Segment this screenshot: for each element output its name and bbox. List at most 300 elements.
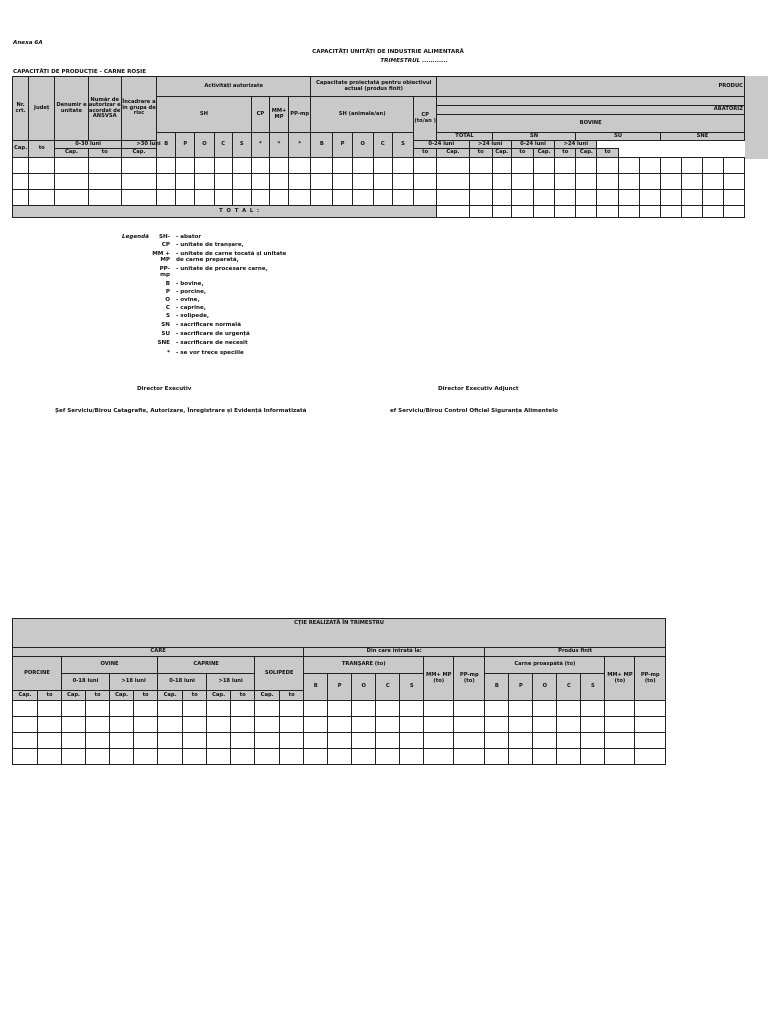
table-cell[interactable] [62,733,86,749]
legend-key: MM + MP [152,251,170,263]
table-cell[interactable] [269,158,288,174]
legend-key: B [165,281,170,287]
table-cell[interactable] [195,174,214,190]
table-cell[interactable] [605,701,635,717]
ovine-header: OVINE [62,657,158,674]
table-cell[interactable] [555,190,576,206]
productie-gap [437,97,745,106]
legend-key: PP-mp [159,266,170,278]
sp-b: B [157,133,176,158]
table-cell[interactable] [157,190,176,206]
table-cell[interactable] [13,733,38,749]
h-cap: Cap. [121,149,156,158]
table-cell[interactable] [183,717,207,733]
table-cell[interactable] [289,158,311,174]
table-cell[interactable] [639,158,660,174]
caprine-18: >18 luni [207,674,255,691]
table-cell[interactable] [605,717,635,733]
table-cell[interactable] [121,174,156,190]
table-cell[interactable] [183,733,207,749]
cp-o: O [533,674,557,701]
table-cell[interactable] [376,701,400,717]
sh-sp-s: S [392,133,413,158]
table-cell[interactable] [311,190,333,206]
table-cell[interactable] [158,749,183,765]
table-cell[interactable] [533,717,557,733]
table-cell[interactable] [304,701,328,717]
table-cell[interactable] [469,158,492,174]
table-cell[interactable] [269,190,288,206]
col-incadrare-risc: Încadrare a în grupa de risc [121,77,156,141]
table-cell[interactable] [492,190,511,206]
table-cell[interactable] [682,174,703,190]
table-cell[interactable] [576,190,597,206]
table-cell[interactable] [437,158,469,174]
sp-s: S [232,133,251,158]
h2-to: to [231,691,255,701]
sh-sp-b: B [311,133,333,158]
table-cell[interactable] [176,158,195,174]
porcine-header: PORCINE [13,657,62,691]
table-cell[interactable] [424,717,454,733]
table-cell[interactable] [555,174,576,190]
sne-header: SNE [660,133,744,141]
pp-mp-header: PP-mp [289,97,311,133]
table-cell[interactable] [38,749,62,765]
table-cell[interactable] [110,701,134,717]
total-to: to [29,141,55,158]
star-3: * [289,133,311,158]
table-cell[interactable] [13,158,29,174]
table-cell[interactable] [534,158,555,174]
table-cell[interactable] [557,749,581,765]
table-cell[interactable] [110,733,134,749]
h-to: to [414,149,437,158]
table-cell[interactable] [376,749,400,765]
table-row [13,749,666,765]
table-cell[interactable] [13,190,29,206]
table-cell[interactable] [232,174,251,190]
table-cell[interactable] [485,749,509,765]
table-cell[interactable] [352,174,373,190]
cp-header: CP [251,97,269,133]
legend-key: SU [161,331,170,337]
table-cell[interactable] [682,190,703,206]
table-cell[interactable] [333,174,352,190]
pp-mp-to-2: PP-mp (to) [635,657,666,701]
table-cell[interactable] [157,174,176,190]
table-cell[interactable] [195,158,214,174]
table-cell[interactable] [121,158,156,174]
table-cell[interactable] [38,717,62,733]
total-row-label: T O T A L : [13,206,437,218]
table-cell[interactable] [703,174,724,190]
table-cell[interactable] [414,158,437,174]
legend-value: - sacrificare normală [176,322,241,328]
table-cell[interactable] [304,717,328,733]
cp-s: S [581,674,605,701]
table-cell[interactable] [454,733,485,749]
table-cell[interactable] [289,174,311,190]
legend-value: - unitate de procesare carne, [176,266,268,272]
director-executiv: Director Executiv [137,386,192,392]
table-cell[interactable] [639,190,660,206]
table-cell[interactable] [86,717,110,733]
table-cell[interactable] [328,733,352,749]
table-cell[interactable] [534,190,555,206]
h-to: to [597,149,618,158]
table-cell[interactable] [328,749,352,765]
table-cell[interactable] [581,701,605,717]
table-cell[interactable] [13,701,38,717]
table-cell[interactable] [724,174,745,190]
table-cell[interactable] [134,749,158,765]
table-cell[interactable] [214,174,232,190]
table-cell[interactable] [311,174,333,190]
table-cell[interactable] [183,749,207,765]
h2-cap: Cap. [207,691,231,701]
legend-value: - caprine, [176,305,206,311]
legend-value: - unitate de tranșare, [176,242,244,248]
legend-title: Legendă [122,234,149,240]
table-cell[interactable] [255,701,280,717]
su-0-24: 0-24 luni [414,141,469,149]
table-cell[interactable] [269,174,288,190]
table-cell[interactable] [618,190,639,206]
table-row [13,174,745,190]
cp-to-header: CP (to/an ) [414,97,437,141]
table-cell[interactable] [485,733,509,749]
table-cell[interactable] [328,717,352,733]
table-cell[interactable] [660,158,681,174]
table-cell[interactable] [533,733,557,749]
table-cell[interactable] [280,701,304,717]
table-cell[interactable] [400,749,424,765]
table-cell[interactable] [232,158,251,174]
table-cell[interactable] [534,174,555,190]
table-cell[interactable] [373,190,392,206]
table-cell[interactable] [251,190,269,206]
din-care-intrata: Din care intrată la: [304,648,485,657]
table-cell[interactable] [576,174,597,190]
table-cell[interactable] [703,158,724,174]
table-cell[interactable] [605,733,635,749]
table-cell[interactable] [373,158,392,174]
table-cell[interactable] [660,174,681,190]
mm-mp-to: MM+ MP (to) [424,657,454,701]
table-cell[interactable] [557,717,581,733]
produs-finit: Produs finit [485,648,666,657]
table-cell[interactable] [86,733,110,749]
legend-value: - solipede, [176,313,209,319]
table-cell[interactable] [703,190,724,206]
h2-cap: Cap. [62,691,86,701]
col-numar-autorizare: Număr de autorizar e acordat de ANSVSA [88,77,121,141]
table-cell[interactable] [597,174,618,190]
table-cell[interactable] [38,701,62,717]
sn-0-30: 0-30 luni [55,141,122,149]
table-cell[interactable] [639,174,660,190]
table-cell[interactable] [62,701,86,717]
legend-value: - bovine, [176,281,204,287]
transare-header: TRANȘARE (to) [304,657,424,674]
sh-header: SH [157,97,252,133]
h2-cap: Cap. [110,691,134,701]
table-cell[interactable] [88,190,121,206]
table-cell[interactable] [492,158,511,174]
table-cell[interactable] [469,190,492,206]
table-cell[interactable] [581,717,605,733]
table-cell[interactable] [176,174,195,190]
table-cell[interactable] [207,717,231,733]
tr-c: C [376,674,400,701]
table-cell[interactable] [469,174,492,190]
table-cell[interactable] [110,717,134,733]
tr-s: S [400,674,424,701]
table-cell[interactable] [195,190,214,206]
table-cell[interactable] [660,190,681,206]
mm-mp-to-2: MM+ MP (to) [605,657,635,701]
col-nr-crt: Nr. crt. [13,77,29,141]
table-cell[interactable] [304,749,328,765]
productie-header: PRODUC [437,77,745,97]
table-cell[interactable] [333,158,352,174]
table-cell[interactable] [255,717,280,733]
table-cell[interactable] [414,190,437,206]
table-cell[interactable] [289,190,311,206]
table-cell[interactable] [328,701,352,717]
table-cell[interactable] [255,749,280,765]
table-cell[interactable] [311,158,333,174]
ovine-18: >18 luni [110,674,158,691]
table-cell[interactable] [214,158,232,174]
table-cell[interactable] [121,190,156,206]
table-cell[interactable] [400,733,424,749]
table-cell[interactable] [492,174,511,190]
table-cell[interactable] [110,749,134,765]
table-cell[interactable] [157,158,176,174]
table-cell[interactable] [581,749,605,765]
table-cell[interactable] [352,158,373,174]
total-header: TOTAL [437,133,492,141]
sne-0-24: 0-24 luni [511,141,554,149]
table-cell[interactable] [618,158,639,174]
table-cell[interactable] [533,749,557,765]
table-cell[interactable] [352,749,376,765]
capacitate-proiectata: Capacitate proiectată pentru obiectivul actual (produs finit) [311,77,437,97]
table-cell[interactable] [231,717,255,733]
h2-cap: Cap. [255,691,280,701]
h-to: to [88,149,121,158]
table-cell[interactable] [635,717,666,733]
table-cell[interactable] [280,733,304,749]
table-cell[interactable] [29,174,55,190]
legend-value: - sacrificare de necesit [176,340,248,346]
table-cell[interactable] [635,733,666,749]
page-title: CAPACITĂȚI UNITĂȚI DE INDUSTRIE ALIMENTARĂ [312,49,464,55]
sh-sp-p: P [333,133,352,158]
table-cell[interactable] [88,158,121,174]
table-cell[interactable] [635,749,666,765]
table-cell[interactable] [511,158,533,174]
table-cell[interactable] [424,701,454,717]
sp-o: O [195,133,214,158]
table-cell[interactable] [605,749,635,765]
table-cell[interactable] [557,733,581,749]
table-cell[interactable] [55,158,88,174]
table-cell[interactable] [158,701,183,717]
table-cell[interactable] [581,733,605,749]
table-cell[interactable] [352,190,373,206]
table-cell[interactable] [232,190,251,206]
table-cell[interactable] [13,174,29,190]
care-label: CARE [13,648,304,657]
table-cell[interactable] [207,749,231,765]
table-cell[interactable] [62,717,86,733]
table-cell[interactable] [454,701,485,717]
table-cell[interactable] [511,174,533,190]
table-cell[interactable] [38,733,62,749]
legend-key: C [165,305,170,311]
table-cell[interactable] [280,749,304,765]
sh-sp-c: C [373,133,392,158]
table-cell[interactable] [88,174,121,190]
h-to: to [555,149,576,158]
table-cell[interactable] [231,701,255,717]
table-cell[interactable] [352,717,376,733]
h-cap: Cap. [55,149,88,158]
table-row [13,190,745,206]
table-cell[interactable] [557,701,581,717]
table-cell[interactable] [86,701,110,717]
annex-label: Anexa 6A [13,40,43,46]
table-cell[interactable] [29,158,55,174]
table-cell[interactable] [231,733,255,749]
table-cell[interactable] [424,749,454,765]
table-cell[interactable] [373,174,392,190]
su-header: SU [576,133,661,141]
h2-to: to [183,691,207,701]
legend-key: S [165,313,170,319]
h2-to: to [134,691,158,701]
table-cell[interactable] [485,717,509,733]
table-cell[interactable] [533,701,557,717]
table-cell[interactable] [392,174,413,190]
table-cell[interactable] [29,190,55,206]
table-cell[interactable] [454,717,485,733]
table-cell[interactable] [134,733,158,749]
table-cell[interactable] [511,190,533,206]
table-cell[interactable] [597,158,618,174]
table-cell[interactable] [183,701,207,717]
table-cell[interactable] [62,749,86,765]
table-cell[interactable] [214,190,232,206]
legend-value: - abator [176,234,202,240]
table-cell[interactable] [251,158,269,174]
table-cell[interactable] [576,158,597,174]
table-cell[interactable] [724,190,745,206]
table-cell[interactable] [158,733,183,749]
table-cell[interactable] [251,174,269,190]
table-cell[interactable] [207,701,231,717]
table-cell[interactable] [352,733,376,749]
table-cell[interactable] [207,733,231,749]
h-cap: Cap. [437,149,469,158]
star-1: * [251,133,269,158]
table-cell[interactable] [635,701,666,717]
ovine-0-18: 0-18 luni [62,674,110,691]
table-cell[interactable] [437,174,469,190]
h2-to: to [86,691,110,701]
table-cell[interactable] [304,733,328,749]
legend-value: - sacrificare de urgență [176,331,250,337]
su-24: >24 luni [469,141,511,149]
solipede-header: SOLIPEDE [255,657,304,691]
table-cell[interactable] [352,701,376,717]
table-cell[interactable] [55,190,88,206]
table-cell[interactable] [280,717,304,733]
table-cell[interactable] [437,190,469,206]
legend-key: SH- [158,234,170,240]
table-cell[interactable] [509,701,533,717]
table-cell[interactable] [682,158,703,174]
table-cell[interactable] [376,717,400,733]
table-cell[interactable] [618,174,639,190]
table-cell[interactable] [509,717,533,733]
table-cell[interactable] [424,733,454,749]
table-cell[interactable] [485,701,509,717]
star-2: * [269,133,288,158]
table-cell[interactable] [392,158,413,174]
table-cell[interactable] [255,733,280,749]
table-cell[interactable] [55,174,88,190]
table-cell[interactable] [414,174,437,190]
table-cell[interactable] [134,701,158,717]
sp-p: P [176,133,195,158]
table-cell[interactable] [400,701,424,717]
legend-value: - se vor trece speciile [176,350,244,356]
table-cell[interactable] [376,733,400,749]
table-cell[interactable] [454,749,485,765]
table-cell[interactable] [509,733,533,749]
legend-key: SN [161,322,170,328]
table-cell[interactable] [392,190,413,206]
table-cell[interactable] [555,158,576,174]
table-cell[interactable] [86,749,110,765]
table-cell[interactable] [13,717,38,733]
mm-mp-header: MM+ MP [269,97,288,133]
table-cell[interactable] [724,158,745,174]
legend-key: * [167,350,170,356]
table-cell[interactable] [134,717,158,733]
table-row [13,733,666,749]
table-row [13,158,745,174]
caprine-0-18: 0-18 luni [158,674,207,691]
bovine-header: BOVINE [437,115,745,133]
caprine-header: CAPRINE [158,657,255,674]
h2-to: to [280,691,304,701]
table-cell[interactable] [333,190,352,206]
table-cell[interactable] [400,717,424,733]
table-cell[interactable] [158,717,183,733]
table-cell[interactable] [13,749,38,765]
table-cell[interactable] [509,749,533,765]
sh-sp-o: O [352,133,373,158]
table-cell[interactable] [597,190,618,206]
table-cell[interactable] [176,190,195,206]
table-cell[interactable] [231,749,255,765]
activitati-autorizate: Activități autorizate [157,77,311,97]
